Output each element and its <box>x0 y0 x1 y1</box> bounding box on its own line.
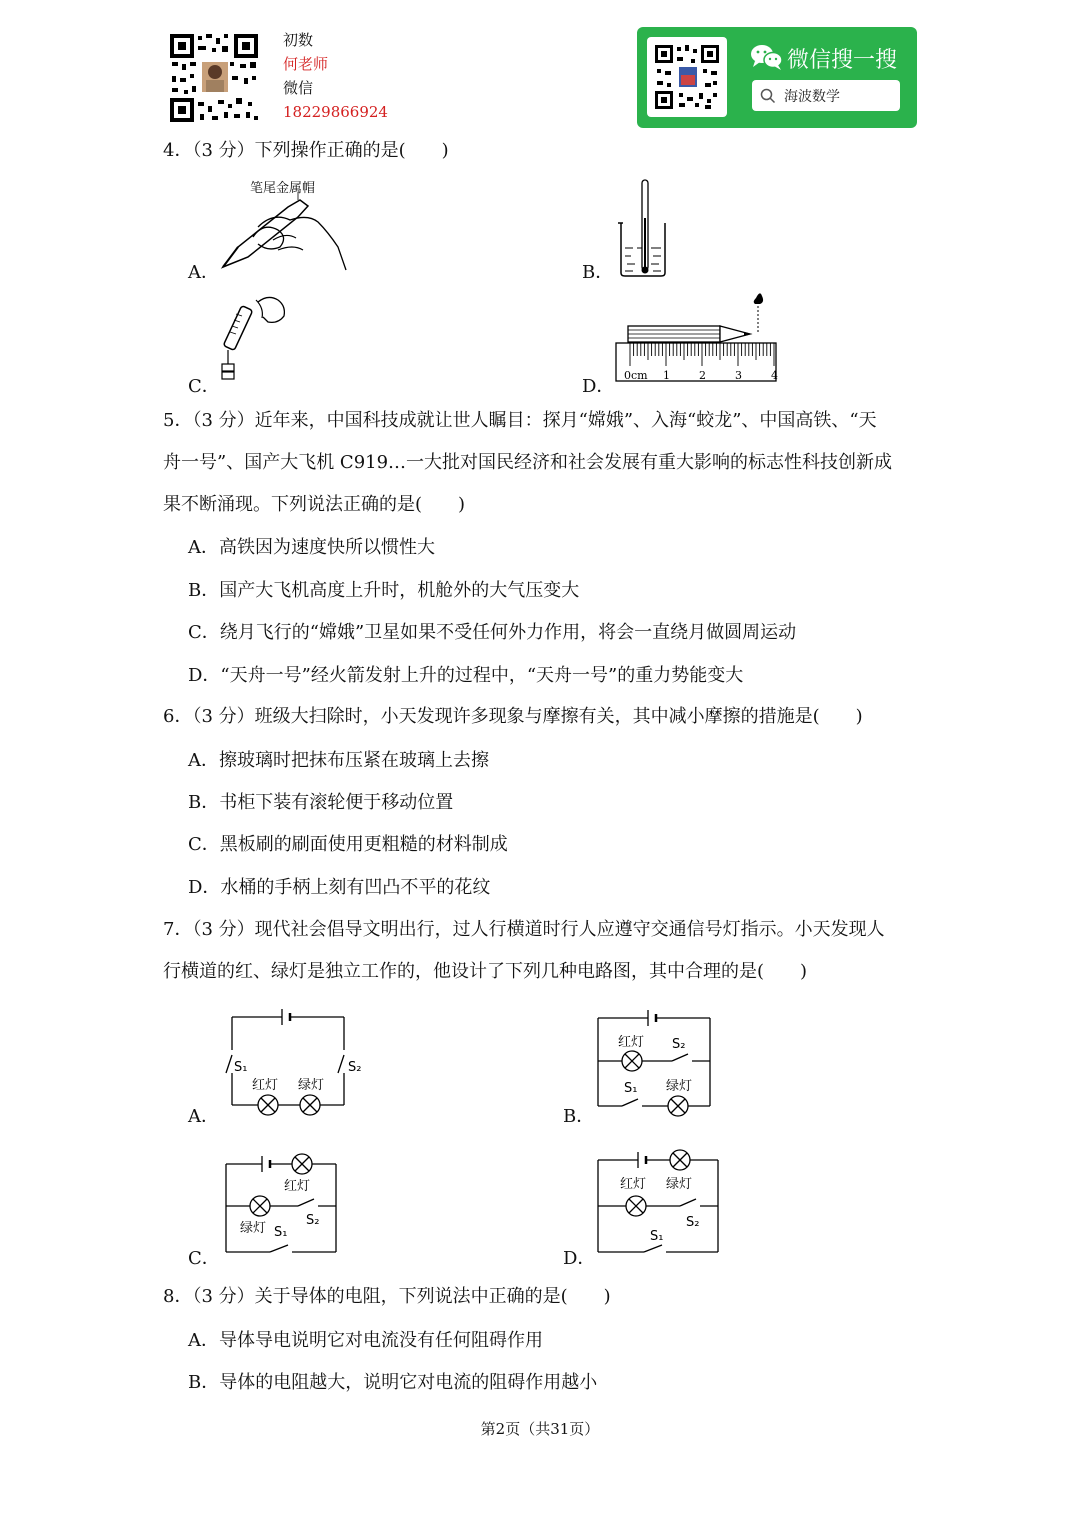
ruler-tick-0: 0cm <box>624 369 648 382</box>
wechat-logo-icon <box>750 43 784 71</box>
search-icon <box>760 88 776 104</box>
circuit-b-s1: S₁ <box>624 1081 638 1096</box>
q7-option-d-label: D． <box>563 1248 596 1269</box>
ruler-tick-3: 3 <box>735 369 742 382</box>
ruler-tick-1: 1 <box>663 369 670 382</box>
q5-stem-line2: 舟一号”、国产大飞机 C919…一大批对国民经济和社会发展有重大影响的标志性科技创新成 <box>163 452 893 473</box>
wechat-search-panel <box>637 27 917 128</box>
q4-stem: 4．（3 分）下列操作正确的是( ) <box>163 140 449 161</box>
ruler-tick-4: 4 <box>771 369 778 382</box>
circuit-d-red: 红灯 <box>620 1177 647 1192</box>
wechat-label: 微信 <box>283 79 314 97</box>
q4-option-b-label: B． <box>582 262 614 283</box>
phone-number: 18229866924 <box>283 103 388 121</box>
wechat-search-title: 微信搜一搜 <box>787 48 898 73</box>
circuit-c-s1: S₁ <box>274 1225 288 1240</box>
q7-option-c-label: C． <box>188 1248 220 1269</box>
circuit-a-red: 红灯 <box>252 1078 279 1093</box>
q4-option-c-label: C． <box>188 376 220 397</box>
circuit-a-s1: S₁ <box>234 1060 248 1075</box>
circuit-b-s2: S₂ <box>672 1037 686 1052</box>
circuit-d-s1: S₁ <box>650 1229 664 1244</box>
q4-b-thermometer-beaker-figure <box>615 178 675 278</box>
q6-option-c: C．黑板刷的刷面使用更粗糙的材料制成 <box>188 834 508 855</box>
teacher-name: 何老师 <box>283 55 329 73</box>
circuit-c-s2: S₂ <box>306 1213 320 1228</box>
q4-a-test-pen-figure <box>218 192 348 272</box>
q7-option-a-label: A． <box>188 1106 219 1127</box>
circuit-d-s2: S₂ <box>686 1215 700 1230</box>
q7-circuit-d <box>592 1146 732 1258</box>
q5-option-c: C．绕月飞行的“嫦娥”卫星如果不受任何外力作用，将会一直绕月做圆周运动 <box>188 622 797 643</box>
q7-option-b-label: B． <box>563 1106 595 1127</box>
q6-option-d: D．水桶的手柄上刻有凹凸不平的花纹 <box>188 877 491 898</box>
q4-option-a-label: A． <box>188 262 219 283</box>
circuit-b-green: 绿灯 <box>666 1079 693 1094</box>
q4-option-d-label: D． <box>582 376 615 397</box>
wechat-search-box[interactable] <box>752 80 900 111</box>
circuit-a-green: 绿灯 <box>298 1078 325 1093</box>
q7-circuit-b <box>592 1006 722 1116</box>
wechat-search-text: 海波数学 <box>784 89 840 105</box>
ruler-tick-2: 2 <box>699 369 706 382</box>
q8-stem: 8．（3 分）关于导体的电阻，下列说法中正确的是( ) <box>163 1286 611 1307</box>
contact-line1: 初数 <box>283 31 314 49</box>
contact-qr-code <box>168 32 260 124</box>
circuit-c-green: 绿灯 <box>240 1221 267 1236</box>
q5-stem-line1: 5．（3 分）近年来，中国科技成就让世人瞩目：探月“嫦娥”、入海“蛟龙”、中国高铁、“天 <box>163 410 877 431</box>
q5-option-b: B．国产大飞机高度上升时，机舱外的大气压变大 <box>188 580 580 601</box>
q8-option-b: B．导体的电阻越大，说明它对电流的阻碍作用越小 <box>188 1372 598 1393</box>
q4-c-spring-scale-figure <box>218 292 288 387</box>
q7-stem-line1: 7．（3 分）现代社会倡导文明出行，过人行横道时行人应遵守交通信号灯指示。小天发现人 <box>163 919 885 940</box>
circuit-d-green: 绿灯 <box>666 1177 693 1192</box>
q7-circuit-a <box>218 1005 378 1115</box>
q6-option-b: B．书柜下装有滚轮便于移动位置 <box>188 792 454 813</box>
q8-option-a: A．导体导电说明它对电流没有任何阻碍作用 <box>188 1330 543 1351</box>
contact-info <box>283 28 388 124</box>
circuit-c-red: 红灯 <box>284 1179 311 1194</box>
q5-option-a: A．高铁因为速度快所以惯性大 <box>188 537 435 558</box>
q7-stem-line2: 行横道的红、绿灯是独立工作的，他设计了下列几种电路图，其中合理的是( ) <box>163 961 808 982</box>
q5-option-d: D．“天舟一号”经火箭发射上升的过程中，“天舟一号”的重力势能变大 <box>188 665 744 686</box>
wechat-qr-code <box>647 37 727 117</box>
q6-stem: 6．（3 分）班级大扫除时，小天发现许多现象与摩擦有关，其中减小摩擦的措施是( ) <box>163 706 863 727</box>
q5-stem-line3: 果不断涌现。下列说法正确的是( ) <box>163 494 466 515</box>
q6-option-a: A．擦玻璃时把抹布压紧在玻璃上去擦 <box>188 750 489 771</box>
circuit-b-red: 红灯 <box>618 1035 645 1050</box>
page-number: 第2页（共31页） <box>480 1420 600 1438</box>
q7-circuit-c <box>220 1150 350 1260</box>
q4-a-caption: 笔尾金属帽 <box>250 181 316 196</box>
circuit-a-s2: S₂ <box>348 1060 362 1075</box>
q4-d-ruler-pencil-figure <box>610 290 780 385</box>
